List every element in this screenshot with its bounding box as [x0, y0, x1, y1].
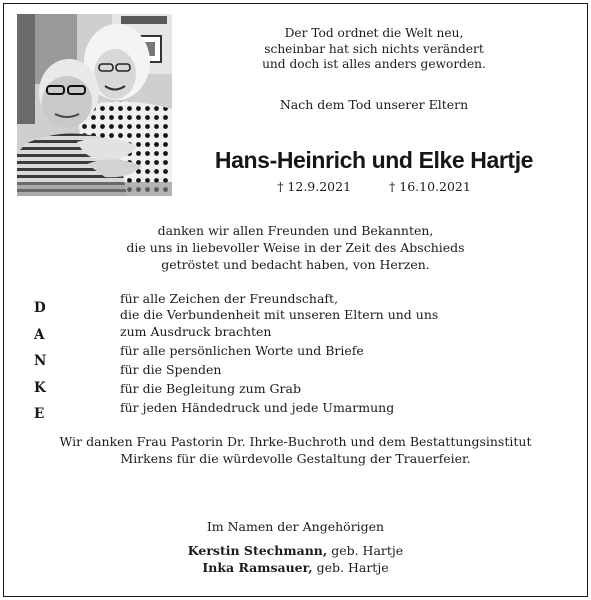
signature-name: Inka Ramsauer, — [202, 560, 313, 575]
signature-intro: Im Namen der Angehörigen — [206, 519, 385, 534]
danke-item-line: für alle Zeichen der Freundschaft, — [120, 291, 339, 306]
danke-item: für die Spenden — [120, 361, 222, 377]
danke-item-line: zum Ausdruck brachten — [120, 323, 272, 339]
death-date: † 16.10.2021 — [389, 179, 471, 194]
death-dates — [182, 179, 566, 194]
signature-block — [4, 518, 587, 576]
thanks-text — [4, 222, 587, 273]
signature-person — [4, 559, 587, 576]
signature-name: Kerstin Stechmann, — [187, 543, 328, 558]
poem — [182, 26, 566, 73]
thanks-line: getröstet und bedacht haben, von Herzen. — [161, 257, 430, 272]
poem-line: scheinbar hat sich nichts verändert — [264, 41, 484, 56]
obituary-card — [3, 3, 588, 597]
danke-item: für jeden Händedruck und jede Umarmung — [120, 400, 395, 416]
poem-line: Der Tod ordnet die Welt neu, — [284, 26, 464, 40]
poem-line: und doch ist alles anders geworden. — [262, 57, 486, 72]
danke-letter: A — [34, 326, 45, 343]
danke-letter: E — [34, 406, 45, 422]
signature-suffix: geb. Hartje — [312, 560, 389, 575]
danke-items — [120, 291, 438, 420]
danke-letter: N — [34, 353, 47, 369]
thanks-line: die uns in liebevoller Weise in der Zeit des Abschieds — [126, 240, 465, 255]
danke-letter: K — [34, 379, 46, 396]
danke-item: für die Begleitung zum Grab — [120, 381, 301, 397]
couple-photo — [17, 14, 172, 196]
danke-letters — [34, 295, 46, 428]
signature-person — [4, 542, 587, 559]
death-date: † 12.9.2021 — [277, 179, 352, 194]
danke-item: für alle persönlichen Worte und Briefe — [120, 342, 364, 358]
pastor-line: Mirkens für die würdevolle Gestaltung der Trauerfeier. — [120, 451, 471, 466]
danke-item — [120, 291, 438, 340]
deceased-names: Hans-Heinrich und Elke Hartje — [214, 147, 534, 173]
danke-letter: D — [34, 300, 46, 316]
couple-photo-icon — [17, 14, 172, 196]
intro-text: Nach dem Tod unserer Eltern — [279, 97, 469, 112]
pastor-line: Wir danken Frau Pastorin Dr. Ihrke-Buchroth und dem Bestattungsinstitut — [59, 434, 532, 449]
danke-item-line: die die Verbundenheit mit unseren Eltern und uns — [120, 307, 439, 323]
pastor-thanks — [4, 433, 587, 467]
signature-suffix: geb. Hartje — [327, 543, 404, 558]
thanks-line: danken wir allen Freunden und Bekannten, — [157, 223, 434, 238]
